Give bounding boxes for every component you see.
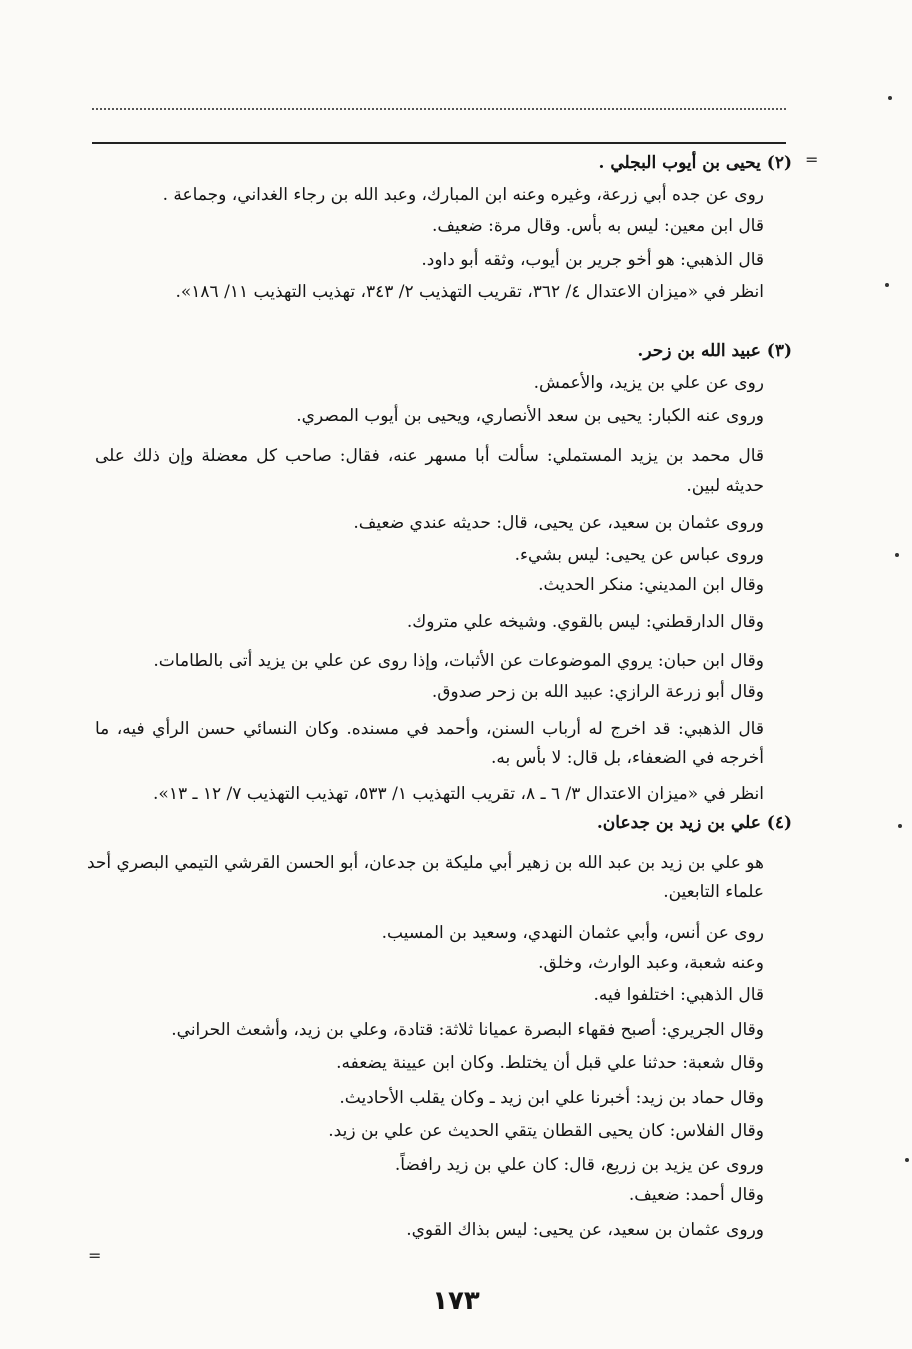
margin-mark-top: = <box>805 150 819 169</box>
page-number: ١٧٣ <box>432 1286 480 1316</box>
dotted-separator <box>92 98 786 110</box>
entry-heading: (٤) علي بن زيد بن جدعان. <box>596 813 792 833</box>
text-line: روى عن علي بن يزيد، والأعمش. <box>533 373 764 393</box>
text-line: وروى عثمان بن سعيد، عن يحيى: ليس بذاك القوي. <box>406 1220 764 1240</box>
text-line: وقال الفلاس: كان يحيى القطان يتقي الحديث عن علي بن زيد. <box>328 1121 764 1141</box>
text-line: وروى عنه الكبار: يحيى بن سعد الأنصاري، ويحيى بن أيوب المصري. <box>296 406 764 426</box>
ink-speck <box>885 283 889 287</box>
text-line: قال ابن معين: ليس به بأس. وقال مرة: ضعيف. <box>431 216 764 236</box>
text-line: وروى عن يزيد بن زريع، قال: كان علي بن زيد رافضاً. <box>394 1155 764 1175</box>
entry-heading: (٣) عبيد الله بن زحر. <box>637 341 792 361</box>
text-line: وروى عباس عن يحيى: ليس بشيء. <box>514 545 764 565</box>
text-line: وقال أحمد: ضعيف. <box>628 1185 764 1205</box>
text-line: قال الذهبي: قد اخرج له أرباب السنن، وأحمد في مسنده. وكان النسائي حسن الرأي فيه، ما <box>95 719 764 739</box>
text-line: وقال أبو زرعة الرازي: عبيد الله بن زحر صدوق. <box>431 682 764 702</box>
text-line: حديثه لبين. <box>686 476 764 496</box>
text-line: قال محمد بن يزيد المستملي: سألت أبا مسهر عنه، فقال: صاحب كل معضلة وإن ذلك على <box>95 446 764 466</box>
text-line: وقال الدارقطني: ليس بالقوي. وشيخه علي متروك. <box>406 612 764 632</box>
text-line: وقال الجريري: أصبح فقهاء البصرة عميانا ثلاثة: قتادة، وعلي بن زيد، وأشعث الحراني. <box>171 1020 764 1040</box>
text-line: روى عن أنس، وأبي عثمان النهدي، وسعيد بن المسيب. <box>381 923 764 943</box>
text-line: وعنه شعبة، وعبد الوارث، وخلق. <box>538 953 764 973</box>
ink-speck <box>898 824 902 828</box>
text-line: وقال ابن حبان: يروي الموضوعات عن الأثبات، وإذا روى عن علي بن يزيد أتى بالطامات. <box>153 651 764 671</box>
footnote-rule <box>92 142 786 144</box>
text-line: قال الذهبي: اختلفوا فيه. <box>593 985 764 1005</box>
text-line: وقال حماد بن زيد: أخبرنا علي ابن زيد ـ وكان يقلب الأحاديث. <box>339 1088 764 1108</box>
entry-heading: (٢) يحيى بن أيوب البجلي . <box>598 153 792 173</box>
text-line: أخرجه في الضعفاء، بل قال: لا بأس به. <box>490 748 764 768</box>
text-line: وقال شعبة: حدثنا علي قبل أن يختلط. وكان ابن عيينة يضعفه. <box>336 1053 764 1073</box>
text-line: وروى عثمان بن سعيد، عن يحيى، قال: حديثه عندي ضعيف. <box>353 513 764 533</box>
text-line: هو علي بن زيد بن عبد الله بن زهير أبي مليكة بن جدعان، أبو الحسن القرشي التيمي البصري أحد <box>86 853 764 873</box>
ink-speck <box>888 96 892 100</box>
ink-speck <box>905 1158 909 1162</box>
text-line: روى عن جده أبي زرعة، وغيره وعنه ابن المبارك، وعبد الله بن رجاء الغداني، وجماعة . <box>162 185 764 205</box>
text-line: علماء التابعين. <box>663 882 764 902</box>
text-line: انظر في «ميزان الاعتدال ٣/ ٦ ـ ٨، تقريب التهذيب ١/ ٥٣٣، تهذيب التهذيب ٧/ ١٢ ـ ١٣». <box>153 784 764 804</box>
text-line: انظر في «ميزان الاعتدال ٤/ ٣٦٢، تقريب التهذيب ٢/ ٣٤٣، تهذيب التهذيب ١١/ ١٨٦». <box>175 282 764 302</box>
margin-mark-bottom: = <box>88 1246 102 1265</box>
text-line: وقال ابن المديني: منكر الحديث. <box>538 575 764 595</box>
text-line: قال الذهبي: هو أخو جرير بن أيوب، وثقه أبو داود. <box>421 250 764 270</box>
ink-speck <box>895 553 899 557</box>
